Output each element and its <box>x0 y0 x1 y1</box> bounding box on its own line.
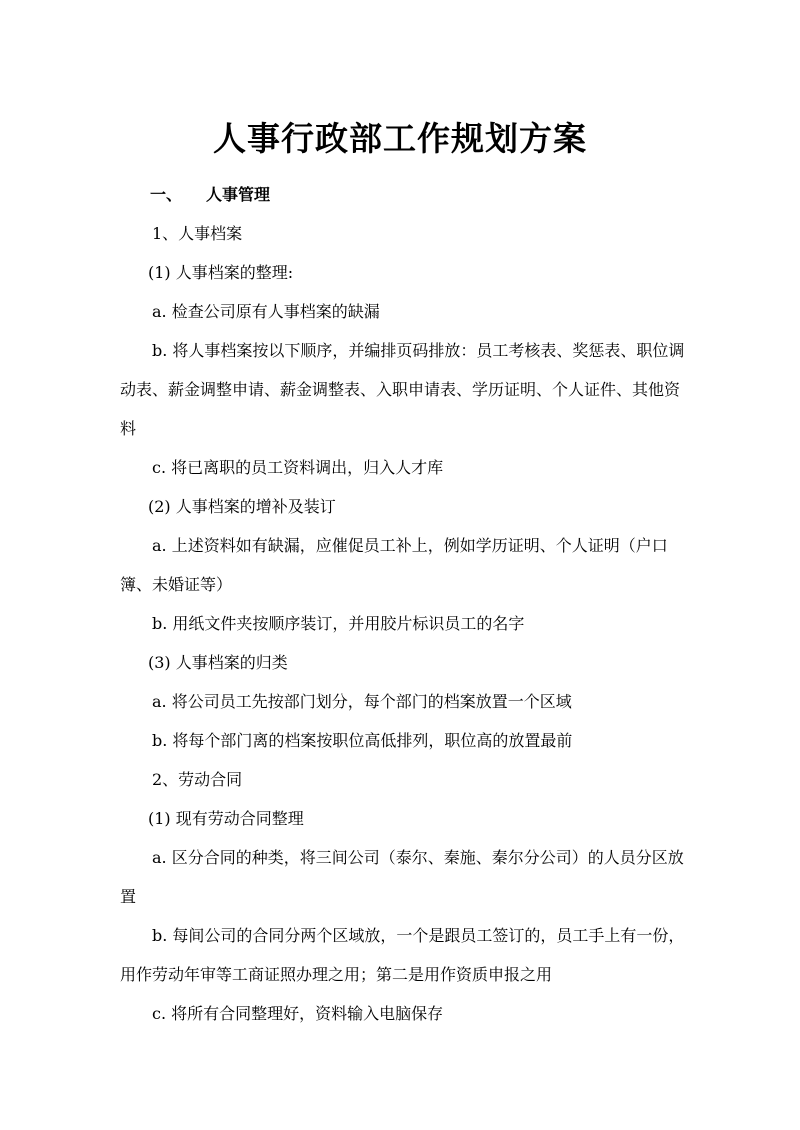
paragraph: a. 检查公司原有人事档案的缺漏 <box>152 302 380 321</box>
paragraph: (2) 人事档案的增补及装订 <box>148 497 336 516</box>
paragraph: a. 将公司员工先按部门划分，每个部门的档案放置一个区域 <box>152 692 572 711</box>
paragraph: (1) 人事档案的整理: <box>148 263 294 282</box>
paragraph: c. 将所有合同整理好，资料输入电脑保存 <box>152 1004 444 1023</box>
paragraph: b. 用纸文件夹按顺序装订，并用胶片标识员工的名字 <box>152 614 525 633</box>
paragraph: 2、劳动合同 <box>152 770 243 789</box>
paragraph: a. 区分合同的种类，将三间公司（泰尔、秦施、秦尔分公司）的人员分区放置 <box>120 848 684 906</box>
section-label: 人事管理 <box>206 185 271 204</box>
paragraph: b. 将每个部门离的档案按职位高低排列，职位高的放置最前 <box>152 731 573 750</box>
paragraph: b. 将人事档案按以下顺序，并编排页码排放：员工考核表、奖惩表、职位调动表、薪金调整申请、薪金调整表、入职申请表、学历证明、个人证件、其他资料 <box>120 341 685 438</box>
paragraph: c. 将已离职的员工资料调出，归入人才库 <box>152 458 444 477</box>
section-number: 一、 <box>150 185 183 204</box>
paragraph: 1、人事档案 <box>152 224 243 243</box>
section-heading <box>150 175 715 214</box>
paragraph: (3) 人事档案的归类 <box>148 653 288 672</box>
document-title: 人事行政部工作规划方案 <box>213 119 587 158</box>
paragraph: (1) 现有劳动合同整理 <box>148 809 304 828</box>
paragraph: a. 上述资料如有缺漏，应催促员工补上，例如学历证明、个人证明（户口簿、未婚证等） <box>120 536 668 594</box>
paragraph: b. 每间公司的合同分两个区域放，一个是跟员工签订的，员工手上有一份，用作劳动年审等工商证照办理之用；第二是用作资质申报之用 <box>120 926 685 984</box>
